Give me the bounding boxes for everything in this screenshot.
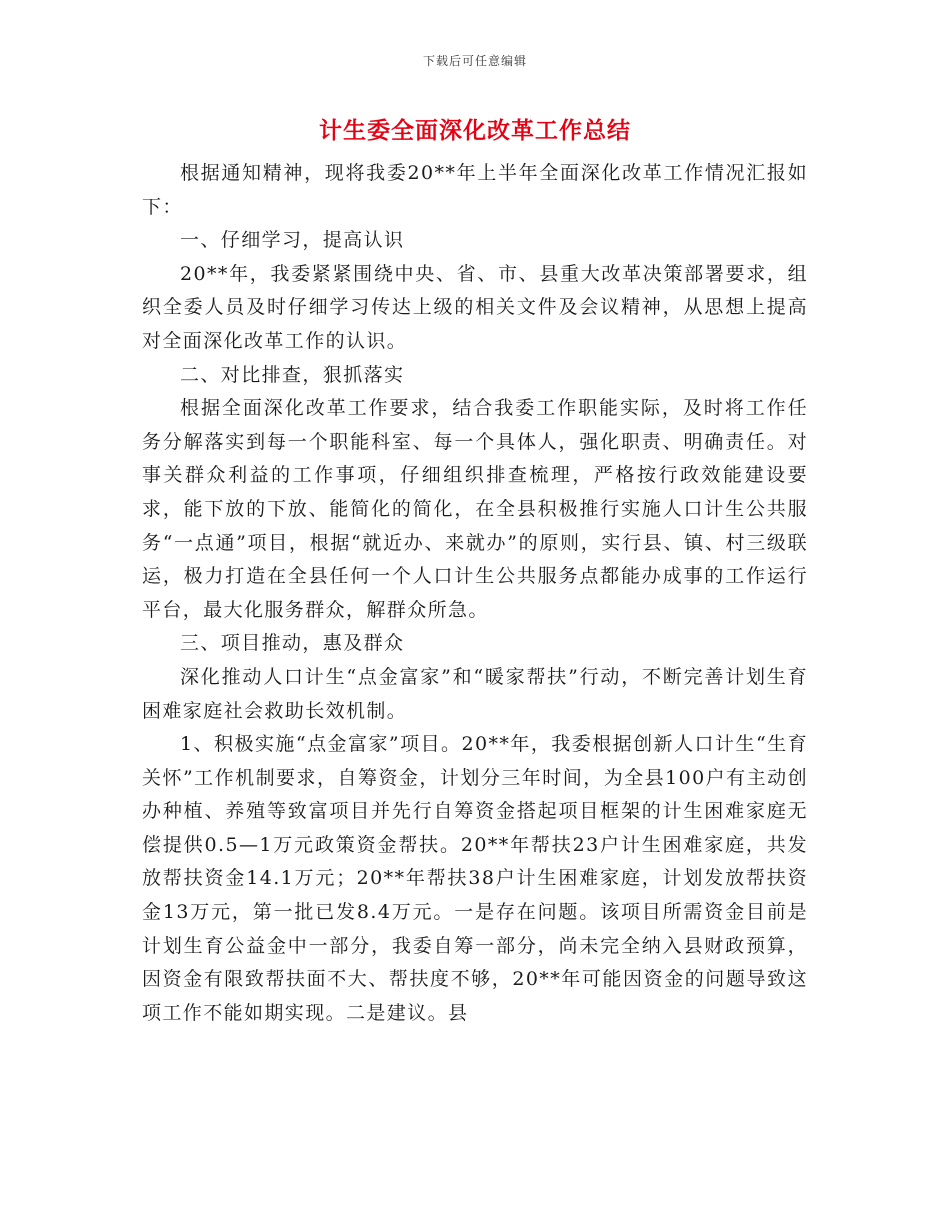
document-body (142, 157, 808, 1030)
section-heading-3: 三、项目推动，惠及群众 (180, 632, 405, 655)
section-heading-1: 一、仔细学习，提高认识 (180, 229, 405, 252)
section-heading-2: 二、对比排查，狠抓落实 (180, 363, 405, 386)
paragraph-section-1: 20**年，我委紧紧围绕中央、省、市、县重大改革决策部署要求，组织全委人员及时仔细学习传达上级的相关文件及会议精神，从思想上提高对全面深化改革工作的认识。 (142, 262, 808, 352)
document-title: 计生委全面深化改革工作总结 (319, 117, 631, 144)
paragraph-intro: 根据通知精神，现将我委20**年上半年全面深化改革工作情况汇报如下： (142, 162, 808, 218)
page-header: 下载后可任意编辑 (422, 54, 527, 68)
paragraph-section-2: 根据全面深化改革工作要求，结合我委工作职能实际，及时将工作任务分解落实到每一个职能科室、每一个具体人，强化职责、明确责任。对事关群众利益的工作事项，仔细组织排查梳理，严格按行政效能建设要求，能下放的下放、能简化的简化，在全县积极推行实施人口计生公共服务“一点通”项目，根据“就近办、来就办”的原则，实行县、镇、村三级联运，极力打造在全县任何一个人口计生公共服务点都能办成事的工作运行平台，最大化服务群众，解群众所急。 (142, 397, 808, 621)
paragraph-section-3: 深化推动人口计生“点金富家”和“暖家帮扶”行动，不断完善计划生育困难家庭社会救助长效机制。 (142, 665, 808, 722)
paragraph-project-1: 1、积极实施“点金富家”项目。20**年，我委根据创新人口计生“生育关怀”工作机制要求，自筹资金，计划分三年时间，为全县100户有主动创办种植、养殖等致富项目并先行自筹资金搭起项目框架的计生困难家庭无偿提供0.5—1万元政策资金帮扶。20**年帮扶23户计生困难家庭，共发放帮扶资金14.1万元；20**年帮扶38户计生困难家庭，计划发放帮扶资金13万元，第一批已发8.4万元。一是存在问题。该项目所需资金目前是计划生育公益金中一部分，我委自筹一部分，尚未完全纳入县财政预算，因资金有限致帮扶面不大、帮扶度不够，20**年可能因资金的问题导致这项工作不能如期实现。二是建议。县 (142, 733, 808, 1024)
